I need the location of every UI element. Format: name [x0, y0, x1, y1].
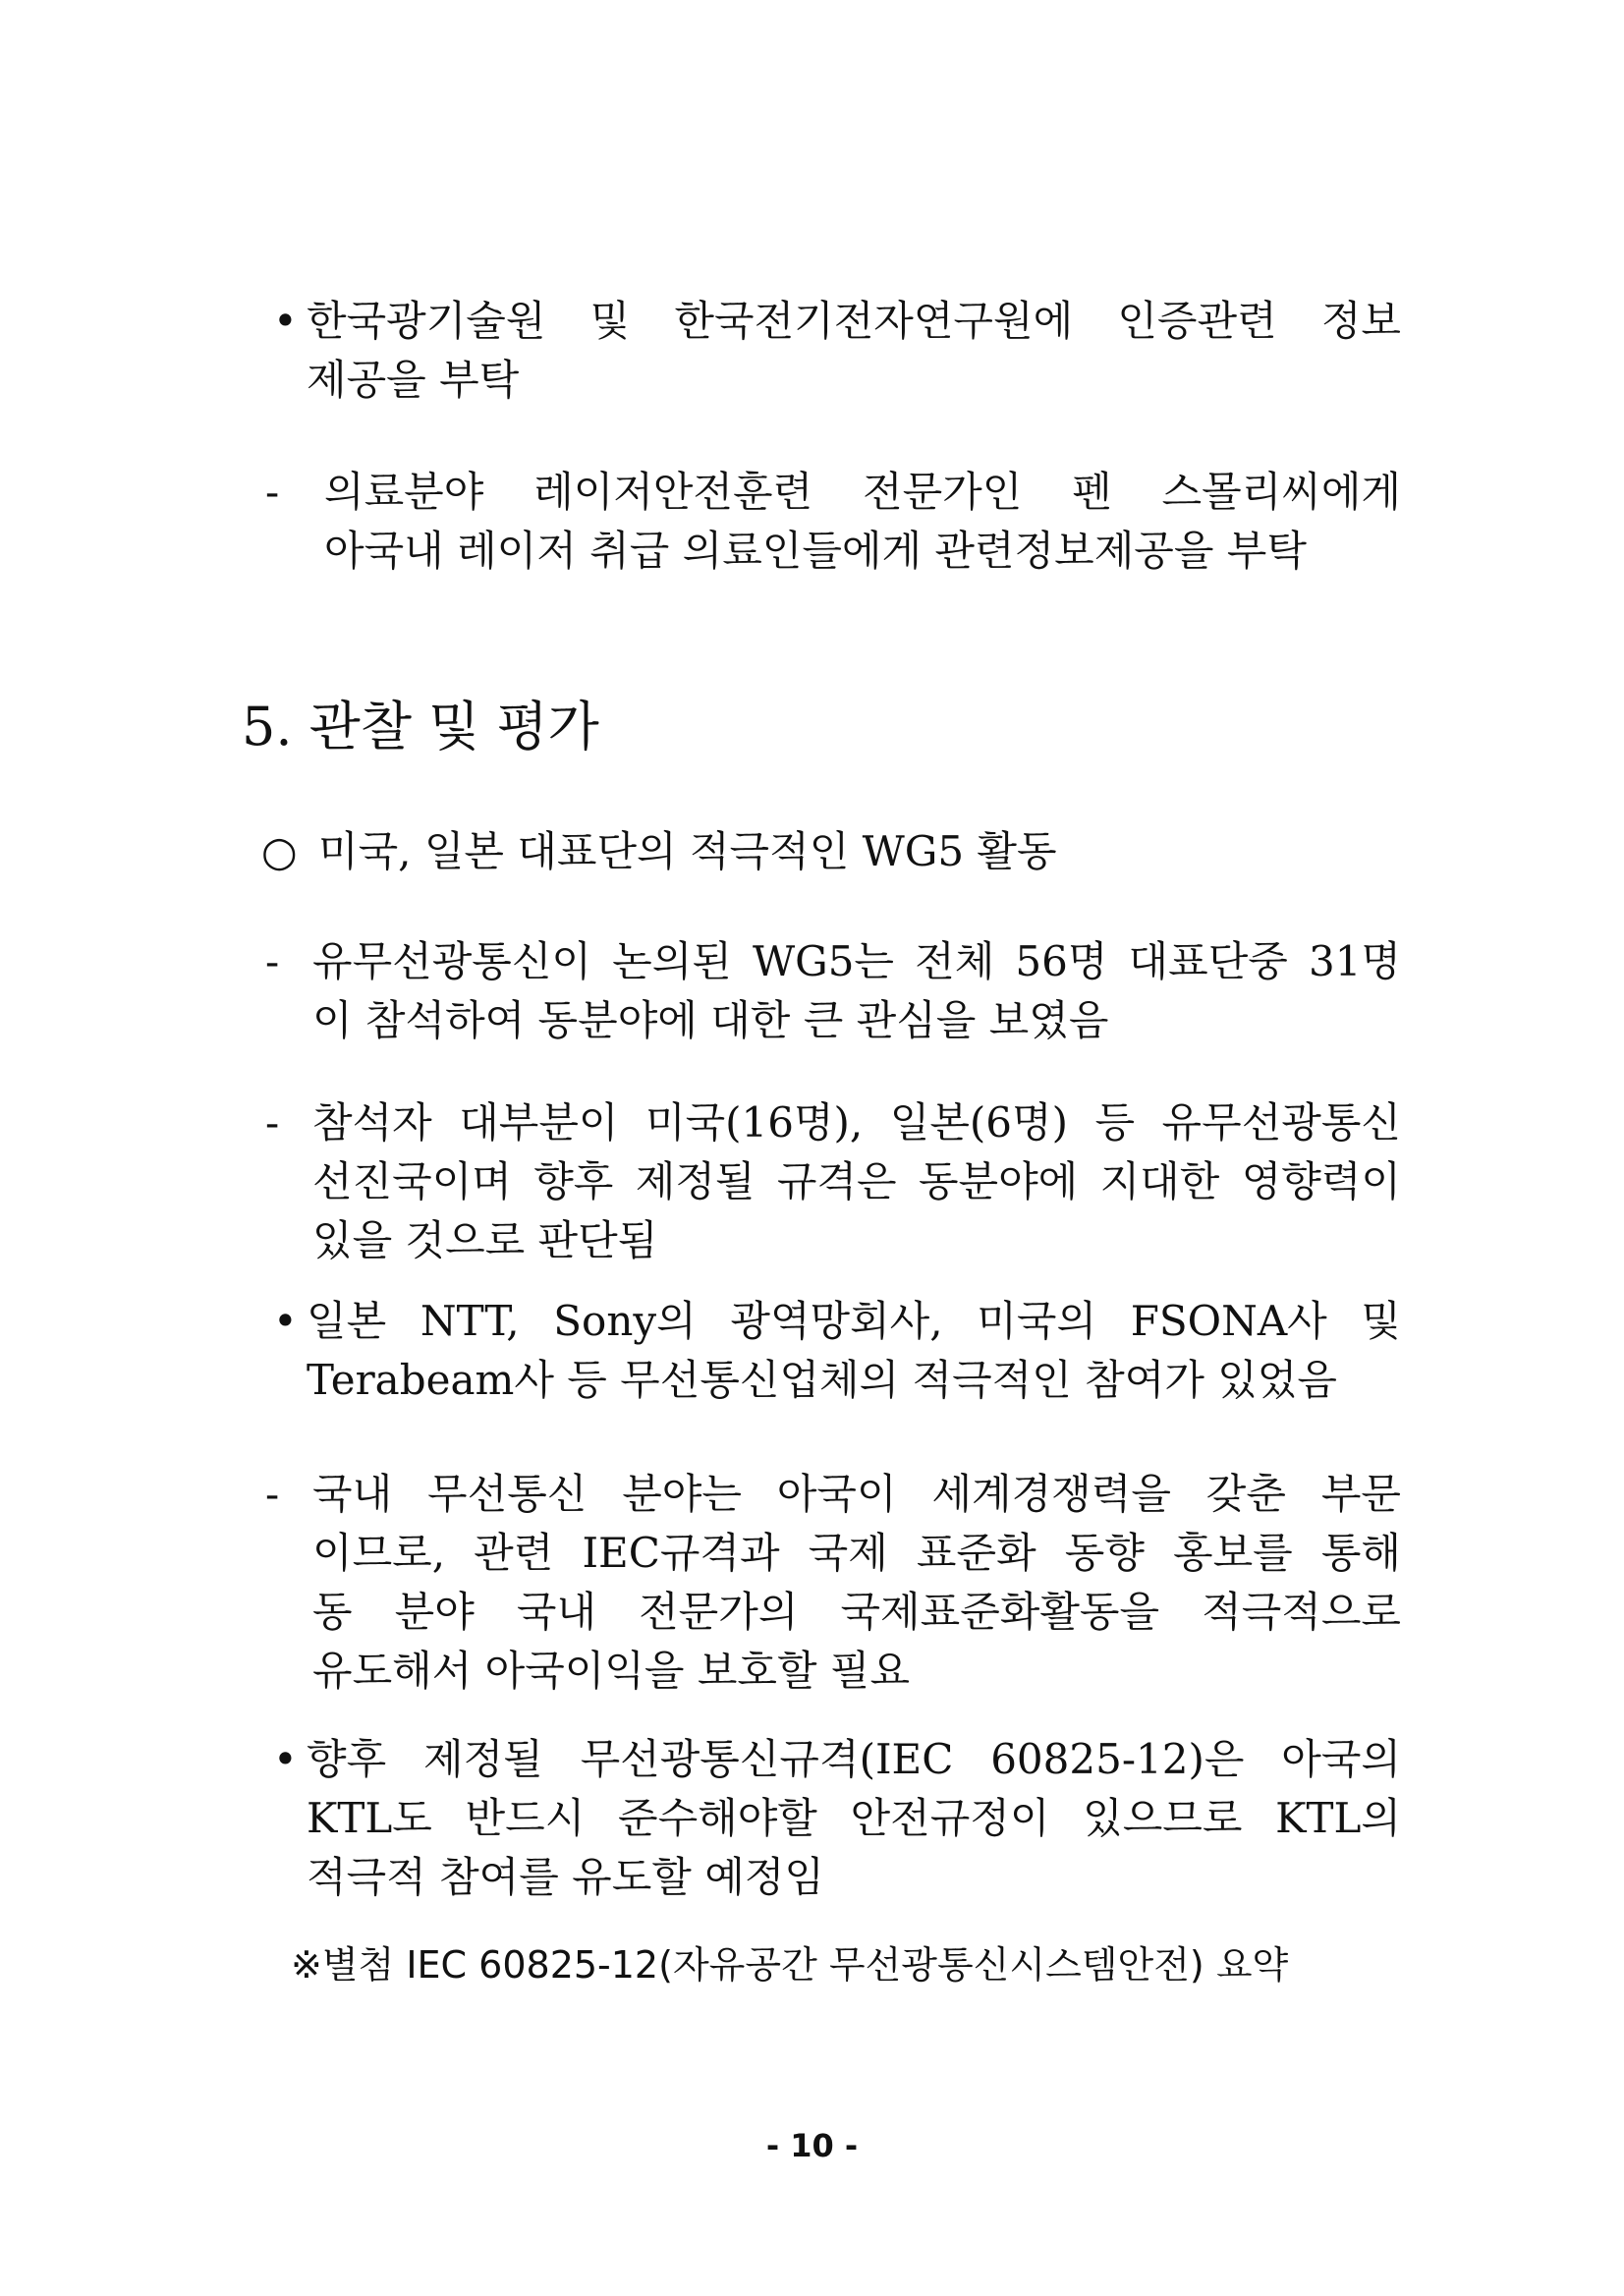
- text-line: 미국, 일본 대표단의 적극적인 WG5 활동: [318, 827, 1057, 875]
- section-heading: 5. 관찰 및 평가: [242, 696, 599, 757]
- text-line: 참석자 대부분이 미국(16명), 일본(6명) 등 유무선광통신: [312, 1098, 1401, 1147]
- text-line: 유무선광통신이 논의된 WG5는 전체 56명 대표단중 31명: [312, 937, 1401, 985]
- text-line: 한국광기술원 및 한국전기전자연구원에 인증관련 정보: [307, 297, 1401, 345]
- text-line: 적극적 참여를 유도할 예정임: [307, 1853, 824, 1901]
- text-line: 아국내 레이저 취급 의료인들에게 관련정보제공을 부탁: [324, 527, 1307, 575]
- dash-marker: -: [265, 1470, 280, 1518]
- text-line: 선진국이며 향후 제정될 규격은 동분야에 지대한 영향력이: [312, 1157, 1401, 1205]
- dash-marker: -: [265, 468, 280, 516]
- attachment-note: ※별첨 IEC 60825-12(자유공간 무선광통신시스템안전) 요약: [291, 1943, 1289, 1987]
- bullet-marker: •: [273, 1297, 298, 1345]
- text-line: 유도해서 아국이익을 보호할 필요: [312, 1647, 911, 1695]
- text-line: 이므로, 관련 IEC규격과 국제 표준화 동향 홍보를 통해: [312, 1529, 1401, 1577]
- text-line: 향후 제정될 무선광통신규격(IEC 60825-12)은 아국의: [307, 1735, 1401, 1783]
- text-line: KTL도 반드시 준수해야할 안전규정이 있으므로 KTL의: [307, 1794, 1401, 1842]
- text-line: 일본 NTT, Sony의 광역망회사, 미국의 FSONA사 및: [307, 1297, 1401, 1345]
- bullet-marker: •: [273, 297, 298, 345]
- text-line: 국내 무선통신 분야는 아국이 세계경쟁력을 갖춘 부문: [312, 1470, 1401, 1518]
- dash-marker: -: [265, 937, 280, 985]
- circle-marker: ○: [261, 827, 298, 875]
- text-line: 이 참석하여 동분야에 대한 큰 관심을 보였음: [312, 996, 1109, 1044]
- page-number: - 10 -: [765, 2127, 859, 2164]
- text-line: 의료분야 레이저안전훈련 전문가인 펜 스몰리씨에게: [324, 468, 1401, 516]
- text-line: 제공을 부탁: [307, 356, 520, 404]
- dash-marker: -: [265, 1098, 280, 1147]
- text-line: 동 분야 국내 전문가의 국제표준화활동을 적극적으로: [312, 1588, 1401, 1636]
- bullet-marker: •: [273, 1735, 298, 1783]
- text-line: Terabeam사 등 무선통신업체의 적극적인 참여가 있었음: [307, 1356, 1337, 1404]
- text-line: 있을 것으로 판단됨: [312, 1216, 658, 1264]
